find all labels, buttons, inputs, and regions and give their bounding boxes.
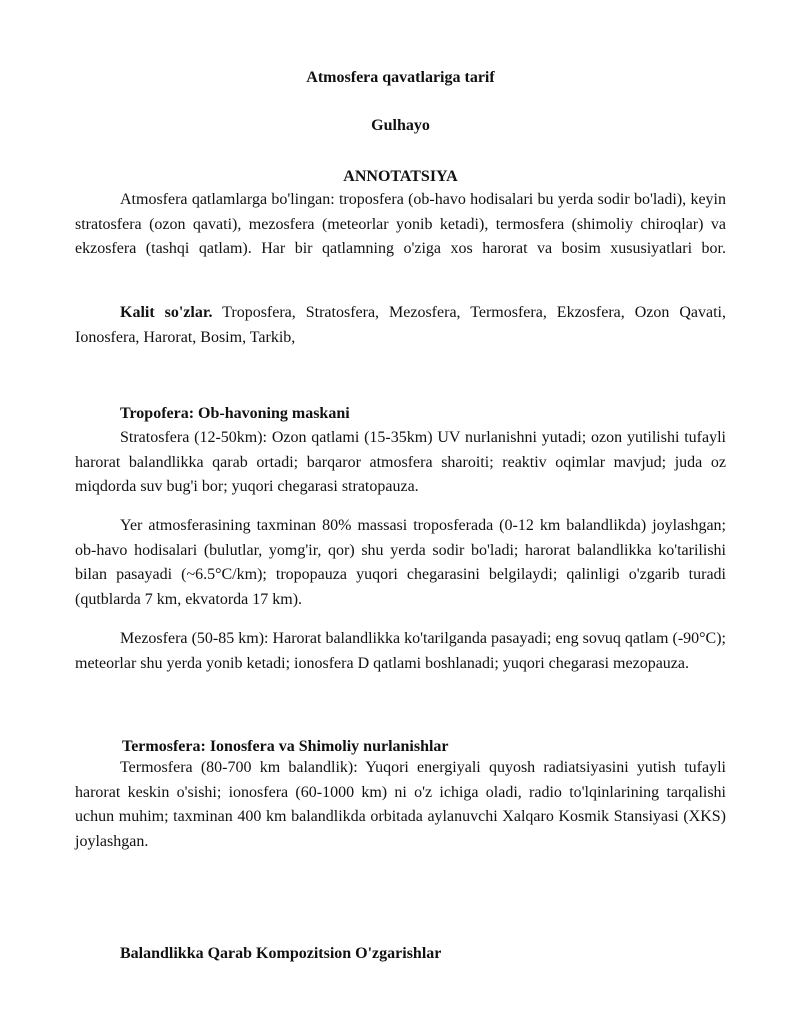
- document-author: Gulhayo: [371, 117, 430, 134]
- paragraph-thermosphere: Termosfera (80-700 km balandlik): Yuqori energiyali quyosh radiatsiyasini yutish tufayli harorat keskin o'sishi; ionosfera (60-1000 km) ni o'z ichiga oladi, radio to'lqinlarining tarqalishi uchun muhim; taxminan 400 km balandlikda orbitada aylanuvchi Xalqaro Kosmik Stansiyasi (XKS) joylashgan.: [75, 759, 726, 850]
- paragraph-stratosphere: Stratosfera (12-50km): Ozon qatlami (15-35km) UV nurlanishni yutadi; ozon yutilishi tufayli harorat balandlikka qarab ortadi; barqaror atmosfera sharoiti; reaktiv oqimlar mavjud; juda oz miqdorda suv bug'i bor; yuqori chegarasi stratopauza.: [75, 429, 726, 495]
- annotation-paragraph: Atmosfera qatlamlarga bo'lingan: troposfera (ob-havo hodisalari bu yerda sodir bo'ladi), keyin stratosfera (ozon qavati), mezosfera (meteorlar yonib ketadi), termosfera (shimoliy chiroqlar) va ekzosfera (tashqi qatlam). Har bir qatlamning o'ziga xos harorat va bosim xususiyatlari bor.: [75, 191, 726, 257]
- paragraph-troposphere: Yer atmosferasining taxminan 80% massasi troposferada (0-12 km balandlikda) joylashgan; ob-havo hodisalari (bulutlar, yomg'ir, qor) shu yerda sodir bo'ladi; harorat balandlikka ko'tarilishi bilan pasayadi (~6.5°C/km); tropopauza yuqori chegarasini belgilaydi; qalinligi o'zgarib turadi (qutblarda 7 km, ekvatorda 17 km).: [75, 517, 726, 608]
- section-heading-composition: Balandlikka Qarab Kompozitsion O'zgarishlar: [120, 945, 442, 962]
- keywords-label: Kalit so'zlar.: [120, 304, 213, 321]
- keywords-list: Troposfera, Stratosfera, Mezosfera, Termosfera, Ekzosfera, Ozon Qavati, Ionosfera, Harorat, Bosim, Tarkib,: [75, 304, 727, 346]
- document-title: Atmosfera qavatlariga tarif: [306, 69, 495, 86]
- paragraph-mesosphere: Mezosfera (50-85 km): Harorat balandlikka ko'tarilganda pasayadi; eng sovuq qatlam (-90°C); meteorlar shu yerda yonib ketadi; ionosfera D qatlami boshlanadi; yuqori chegarasi mezopauza.: [75, 630, 726, 672]
- section-heading-troposphere: Tropofera: Ob-havoning maskani: [120, 405, 350, 422]
- document-page: [75, 0, 726, 1035]
- keywords-paragraph: [75, 301, 726, 350]
- annotation-heading: ANNOTATSIYA: [343, 168, 458, 185]
- section-heading-thermosphere: Termosfera: Ionosfera va Shimoliy nurlanishlar: [122, 738, 449, 755]
